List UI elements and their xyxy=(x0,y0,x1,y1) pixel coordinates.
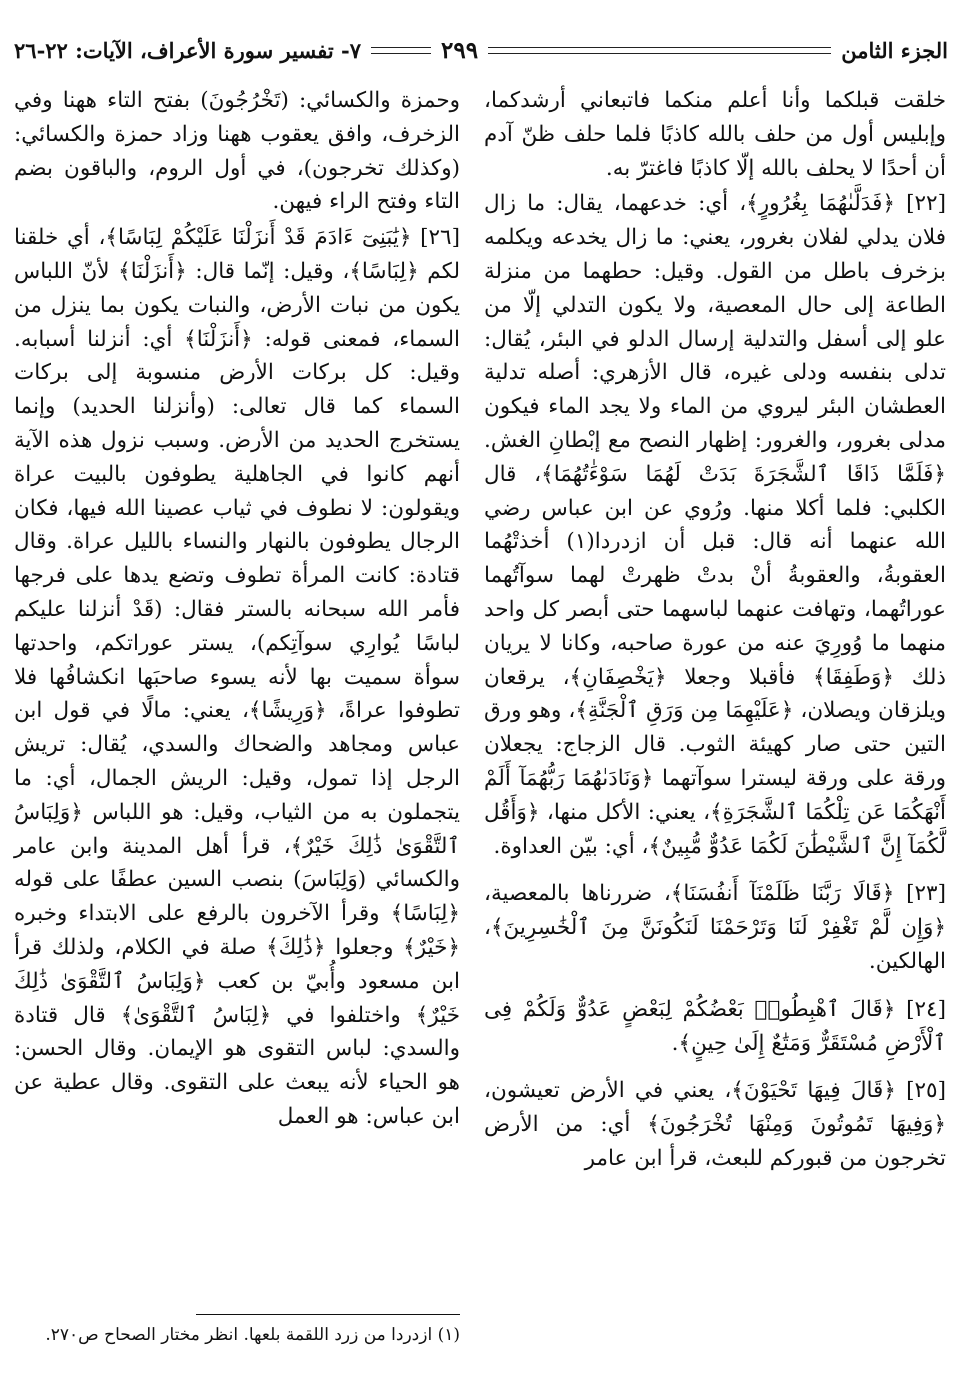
chapter-title: ٧- تفسير سورة الأعراف، الآيات: ٢٢-٢٦ xyxy=(14,37,361,63)
running-header xyxy=(14,30,948,70)
paragraph-verse-26: [٢٦] ﴿يَٰبَنِىٓ ءَادَمَ قَدْ أَنزَلْنَا عَلَيْكُمْ لِبَاسًا﴾، أي خلقنا لكم ﴿لِبَاسًا﴾، وقيل: إنّما قال: ﴿أَنزَلْنَا﴾ لأنّ اللباس يكون من نبات الأرض، والنبات يكون بما ينزل من السماء، فمعنى قوله: ﴿أَنزَلْنَا﴾ أي: أنزلنا أسبابه. وقيل: كل بركات الأرض منسوبة إلى بركات السماء كما قال تعالى: (وأنزلنا الحديد) وإنما يستخرج الحديد من الأرض. وسبب نزول هذه الآية أنهم كانوا في الجاهلية يطوفون بالبيت عراة ويقولون: لا نطوف في ثياب عصينا الله فيها، فكان الرجال يطوفون بالنهار والنساء بالليل عراة. وقال قتادة: كانت المرأة تطوف وتضع يدها على فرجها فأمر الله سبحانه بالستر فقال: (قَدْ أنزلنا عليكم لباسًا يُوارِي سوآتِكم)، يستر عوراتكم، واحدتها سوأة سميت بها لأنه يسوء صاحبَها انكشافُها فلا تطوفوا عراةً، ﴿وَرِيشًا﴾، يعني: مالًا في قول ابن عباس ومجاهد والضحاك والسدي، يُقال: تريش الرجل إذا تمول، وقيل: الريش الجمال، أي: ما يتجملون به من الثياب، وقيل: هو اللباس ﴿وَلِبَاسُ ٱلتَّقْوَىٰ ذَٰلِكَ خَيْرٌ﴾، قرأ أهل المدينة وابن عامر والكسائي (وَلِبَاسَ) بنصب السين عطفًا على قوله ﴿لِبَاسًا﴾ وقرأ الآخرون بالرفع على الابتداء وخبره ﴿خَيْرٌ﴾ وجعلوا ﴿ذَٰلِكَ﴾ صلة في الكلام، ولذلك قرأ ابن مسعود وأُبيّ بن كعب ﴿وَلِبَاسُ ٱلتَّقْوَىٰ ذَٰلِكَ خَيْرٌ﴾ واختلفوا في ﴿لِبَاسُ ٱلتَّقْوَىٰ﴾ قال قتادة والسدي: لباس التقوى هو الإيمان. وقال الحسن: هو الحياء لأنه يبعث على التقوى. وقال عطية عن ابن عباس: هو العمل xyxy=(14,225,460,1129)
header-rule xyxy=(371,47,431,54)
paragraph: وحمزة والكسائي: (تَخْرُجُونَ) بفتح التاء ههنا وفي الزخرف، وافق يعقوب ههنا وزاد حمزة والكسائي: (وكذلك تخرجون)، في أول الروم، والباقون بضم التاء وفتح الراء فيهن. xyxy=(14,88,460,215)
header-rule xyxy=(488,47,831,54)
paragraph-verse-23: [٢٣] ﴿قَالَا رَبَّنَا ظَلَمْنَآ أَنفُسَنَا﴾، ضررناها بالمعصية، ﴿وَإِن لَّمْ تَغْفِرْ لَنَا وَتَرْحَمْنَا لَنَكُونَنَّ مِنَ ٱلْخَٰسِرِينَ﴾، الهالكين. xyxy=(484,881,946,974)
footnote: (١) ازدردا من زرد اللقمة بلعها. انظر مختار الصحاح ص٢٧٠. xyxy=(45,1325,460,1345)
paragraph-verse-25: [٢٥] ﴿قَالَ فِيهَا تَحْيَوْنَ﴾، يعني في الأرض تعيشون، ﴿وَفِيهَا تَمُوتُونَ وَمِنْهَا تُخْرَجُونَ﴾ أي: من الأرض تخرجون من قبوركم للبعث، قرأ ابن عامر xyxy=(484,1078,946,1171)
left-column xyxy=(14,84,460,1134)
part-title: الجزء الثامن xyxy=(841,37,948,63)
page-number: ٢٩٩ xyxy=(441,36,479,64)
paragraph: خلقت قبلكما وأنا أعلم منكما فاتبعاني أرشدكما، وإبليس أول من حلف بالله كاذبًا فلما حلف ظنّ آدم أن أحدًا لا يحلف بالله إلّا كاذبًا فاغترّ به. xyxy=(484,88,946,181)
paragraph-verse-22: [٢٢] ﴿فَدَلَّىٰهُمَا بِغُرُورٍ﴾، أي: خدعهما، يقال: ما زال فلان يدلي لفلان بغرور، يعني: ما زال يخدعه ويكلمه بزخرف باطل من القول. وقيل: حطهما من منزلة الطاعة إلى حال المعصية، ولا يكون التدلي إلّا من علو إلى أسفل والتدلية إرسال الدلو في البئر، يُقال: تدلى بنفسه ودلى غيره، قال الأزهري: أصله تدلية العطشان البئر ليروي من الماء ولا يجد الماء فيكون مدلى بغرور، والغرور: إظهار النصح مع إبْطانِ الغش. ﴿فَلَمَّا ذَاقَا ٱلشَّجَرَةَ بَدَتْ لَهُمَا سَوْءَٰتُهُمَا﴾، قال الكلبي: فلما أكلا منها. ورُوي عن ابن عباس رضي الله عنهما أنه قال: قبل أن ازدردا(١) أخذتْهُما العقوبةُ، والعقوبةُ أنْ بدتْ ظهرتْ لهما سوآتُهما عوراتُهما، وتهافت عنهما لباسهما حتى أبصر كل واحد منهما ما وُورِيَ عنه من عورة صاحبه، وكانا لا يريان ذلك ﴿وَطَفِقَا﴾ فأقبلا وجعلا ﴿يَخْصِفَانِ﴾، يرقعان ويلزقان ويصلان، ﴿عَلَيْهِمَا مِن وَرَقِ ٱلْجَنَّةِ﴾، وهو ورق التين حتى صار كهيئة الثوب. قال الزجاج: يجعلان ورقة على ورقة ليسترا سوآتهما ﴿وَنَادَىٰهُمَا رَبُّهُمَآ أَلَمْ أَنْهَكُمَا عَن تِلْكُمَا ٱلشَّجَرَةِ﴾، يعني: الأكل منها، ﴿وَأَقُل لَّكُمَآ إِنَّ ٱلشَّيْطَٰنَ لَكُمَا عَدُوٌّ مُّبِينٌ﴾، أي: بيّن العداوة. xyxy=(484,191,946,859)
paragraph-verse-24: [٢٤] ﴿قَالَ ٱهْبِطُوا۟ بَعْضُكُمْ لِبَعْضٍ عَدُوٌّ وَلَكُمْ فِى ٱلْأَرْضِ مُسْتَقَرٌّ وَمَتَٰعٌ إِلَىٰ حِينٍ﴾. xyxy=(484,996,946,1056)
right-column xyxy=(484,84,946,1176)
footnote-divider xyxy=(196,1314,460,1315)
